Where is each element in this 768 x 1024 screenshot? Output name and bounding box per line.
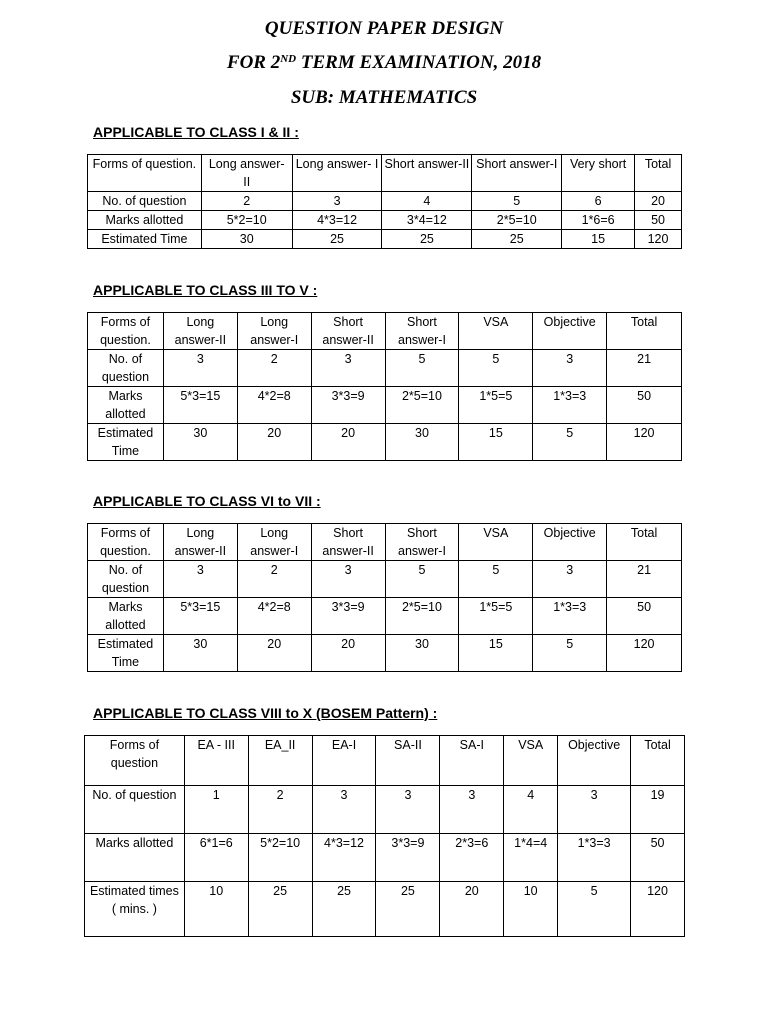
section1-table-body <box>88 155 682 249</box>
table-cell: 1*6=6 <box>562 211 635 230</box>
table-cell: 10 <box>184 882 248 937</box>
section3-time-row <box>88 635 682 672</box>
table-cell: 2*3=6 <box>440 834 504 882</box>
table-cell: 2 <box>237 350 311 387</box>
table-cell: Short answer-II <box>311 313 385 350</box>
table-cell: 30 <box>201 230 292 249</box>
table-cell: Forms of question. <box>88 155 202 192</box>
table-cell: 3 <box>311 561 385 598</box>
section4-header-row <box>85 736 685 786</box>
table-cell: 5 <box>533 424 607 461</box>
table-cell: 120 <box>607 635 682 672</box>
table-cell: 21 <box>607 350 682 387</box>
table-cell: 4*2=8 <box>237 387 311 424</box>
table-cell: Estimated Time <box>88 230 202 249</box>
table-cell: Very short <box>562 155 635 192</box>
table-cell: 2*5=10 <box>472 211 562 230</box>
table-cell: 4 <box>382 192 472 211</box>
title-line-1: QUESTION PAPER DESIGN <box>264 18 504 39</box>
table-cell: 3*3=9 <box>311 387 385 424</box>
section4-table <box>84 735 685 937</box>
table-cell: 5 <box>533 635 607 672</box>
table-cell: 19 <box>631 786 685 834</box>
table-cell: 50 <box>607 387 682 424</box>
table-cell: Forms of question. <box>88 313 164 350</box>
section4-table-body <box>85 736 685 937</box>
table-cell: No. of question <box>88 561 164 598</box>
table-cell: 1 <box>184 786 248 834</box>
table-cell: 25 <box>472 230 562 249</box>
table-cell: 2*5=10 <box>385 387 459 424</box>
table-cell: 3 <box>311 350 385 387</box>
table-cell: 30 <box>385 424 459 461</box>
table-cell: Forms of question <box>85 736 185 786</box>
table-cell: VSA <box>459 313 533 350</box>
table-cell: Long answer-I <box>237 313 311 350</box>
section3-count-row <box>88 561 682 598</box>
table-cell: 5*2=10 <box>201 211 292 230</box>
table-cell: Total <box>631 736 685 786</box>
section4-heading: APPLICABLE TO CLASS VIII to X (BOSEM Pattern) : <box>93 705 438 721</box>
table-cell: 5*3=15 <box>163 598 237 635</box>
table-cell: 120 <box>607 424 682 461</box>
table-cell: EA - III <box>184 736 248 786</box>
title-line-2-sup: ND <box>280 53 297 65</box>
section4-time-row <box>85 882 685 937</box>
table-cell: Short answer-I <box>472 155 562 192</box>
table-cell: Short answer-II <box>311 524 385 561</box>
table-cell: 120 <box>635 230 682 249</box>
section2-table-body <box>88 313 682 461</box>
table-cell: SA-I <box>440 736 504 786</box>
table-cell: 15 <box>459 635 533 672</box>
table-cell: 50 <box>635 211 682 230</box>
table-cell: 2*5=10 <box>385 598 459 635</box>
table-cell: 5 <box>385 561 459 598</box>
table-cell: 21 <box>607 561 682 598</box>
section1-header-row <box>88 155 682 192</box>
subject-title: SUB: MATHEMATICS <box>290 87 478 108</box>
table-cell: Total <box>607 524 682 561</box>
table-cell: 6*1=6 <box>184 834 248 882</box>
table-cell: 20 <box>237 635 311 672</box>
table-cell: 5 <box>385 350 459 387</box>
table-cell: Estimated Time <box>88 635 164 672</box>
section2-header-row <box>88 313 682 350</box>
table-cell: 2 <box>237 561 311 598</box>
title-line-2-pre: FOR 2 <box>226 52 281 73</box>
section4-count-row <box>85 786 685 834</box>
section3-table <box>87 523 682 672</box>
table-cell: 6 <box>562 192 635 211</box>
table-cell: 20 <box>635 192 682 211</box>
table-cell: VSA <box>459 524 533 561</box>
table-cell: 1*5=5 <box>459 387 533 424</box>
table-cell: 2 <box>201 192 292 211</box>
table-cell: Objective <box>533 313 607 350</box>
table-cell: 3 <box>312 786 376 834</box>
table-cell: 25 <box>248 882 312 937</box>
table-cell: 3 <box>163 561 237 598</box>
table-cell: 25 <box>292 230 382 249</box>
table-cell: 20 <box>237 424 311 461</box>
table-cell: Marks allotted <box>85 834 185 882</box>
table-cell: 10 <box>504 882 558 937</box>
table-cell: EA-I <box>312 736 376 786</box>
table-cell: 15 <box>562 230 635 249</box>
table-cell: 5 <box>459 561 533 598</box>
table-cell: 120 <box>631 882 685 937</box>
table-cell: 15 <box>459 424 533 461</box>
table-cell: Total <box>635 155 682 192</box>
table-cell: Long answer-II <box>163 524 237 561</box>
table-cell: 50 <box>607 598 682 635</box>
table-cell: Objective <box>533 524 607 561</box>
table-cell: Marks allotted <box>88 211 202 230</box>
section2-marks-row <box>88 387 682 424</box>
table-cell: 3*4=12 <box>382 211 472 230</box>
section3-header-row <box>88 524 682 561</box>
table-cell: 3 <box>440 786 504 834</box>
section1-count-row <box>88 192 682 211</box>
table-cell: 5 <box>472 192 562 211</box>
table-cell: 3 <box>292 192 382 211</box>
table-cell: 25 <box>376 882 440 937</box>
section2-table <box>87 312 682 461</box>
table-cell: Short answer-II <box>382 155 472 192</box>
table-cell: Estimated Time <box>88 424 164 461</box>
table-cell: Marks allotted <box>88 598 164 635</box>
table-cell: 3 <box>376 786 440 834</box>
table-cell: 3 <box>533 350 607 387</box>
table-cell: 20 <box>311 424 385 461</box>
table-cell: 1*3=3 <box>558 834 631 882</box>
table-cell: 50 <box>631 834 685 882</box>
table-cell: 4*3=12 <box>312 834 376 882</box>
table-cell: 3 <box>533 561 607 598</box>
table-cell: 5*3=15 <box>163 387 237 424</box>
table-cell: 4*2=8 <box>237 598 311 635</box>
table-cell: 25 <box>382 230 472 249</box>
table-cell: 1*4=4 <box>504 834 558 882</box>
section2-count-row <box>88 350 682 387</box>
table-cell: Short answer-I <box>385 524 459 561</box>
table-cell: 20 <box>311 635 385 672</box>
title-line-2 <box>0 52 768 74</box>
table-cell: 1*3=3 <box>533 598 607 635</box>
table-cell: Short answer-I <box>385 313 459 350</box>
table-cell: 5 <box>459 350 533 387</box>
section1-table <box>87 154 682 249</box>
table-cell: 4 <box>504 786 558 834</box>
table-cell: 1*5=5 <box>459 598 533 635</box>
section3-heading: APPLICABLE TO CLASS VI to VII : <box>93 493 321 509</box>
section1-heading: APPLICABLE TO CLASS I & II : <box>93 124 299 140</box>
table-cell: No. of question <box>88 192 202 211</box>
table-cell: VSA <box>504 736 558 786</box>
table-cell: 3 <box>558 786 631 834</box>
table-cell: 30 <box>385 635 459 672</box>
table-cell: 1*3=3 <box>533 387 607 424</box>
table-cell: Long answer- I <box>292 155 382 192</box>
table-cell: 2 <box>248 786 312 834</box>
table-cell: Estimated times ( mins. ) <box>85 882 185 937</box>
section1-time-row <box>88 230 682 249</box>
table-cell: 25 <box>312 882 376 937</box>
table-cell: 5 <box>558 882 631 937</box>
section3-table-body <box>88 524 682 672</box>
section2-heading: APPLICABLE TO CLASS III TO V : <box>93 282 318 298</box>
table-cell: 5*2=10 <box>248 834 312 882</box>
table-cell: Marks allotted <box>88 387 164 424</box>
table-cell: Forms of question. <box>88 524 164 561</box>
table-cell: Total <box>607 313 682 350</box>
table-cell: No. of question <box>88 350 164 387</box>
table-cell: 3*3=9 <box>311 598 385 635</box>
table-cell: Long answer- II <box>201 155 292 192</box>
table-cell: 20 <box>440 882 504 937</box>
table-cell: No. of question <box>85 786 185 834</box>
table-cell: 3*3=9 <box>376 834 440 882</box>
section2-time-row <box>88 424 682 461</box>
section1-marks-row <box>88 211 682 230</box>
table-cell: 4*3=12 <box>292 211 382 230</box>
table-cell: 30 <box>163 635 237 672</box>
table-cell: Long answer-II <box>163 313 237 350</box>
table-cell: 3 <box>163 350 237 387</box>
section4-marks-row <box>85 834 685 882</box>
table-cell: SA-II <box>376 736 440 786</box>
table-cell: EA_II <box>248 736 312 786</box>
section3-marks-row <box>88 598 682 635</box>
table-cell: 30 <box>163 424 237 461</box>
table-cell: Long answer-I <box>237 524 311 561</box>
table-cell: Objective <box>558 736 631 786</box>
title-line-2-post: TERM EXAMINATION, 2018 <box>296 52 542 73</box>
